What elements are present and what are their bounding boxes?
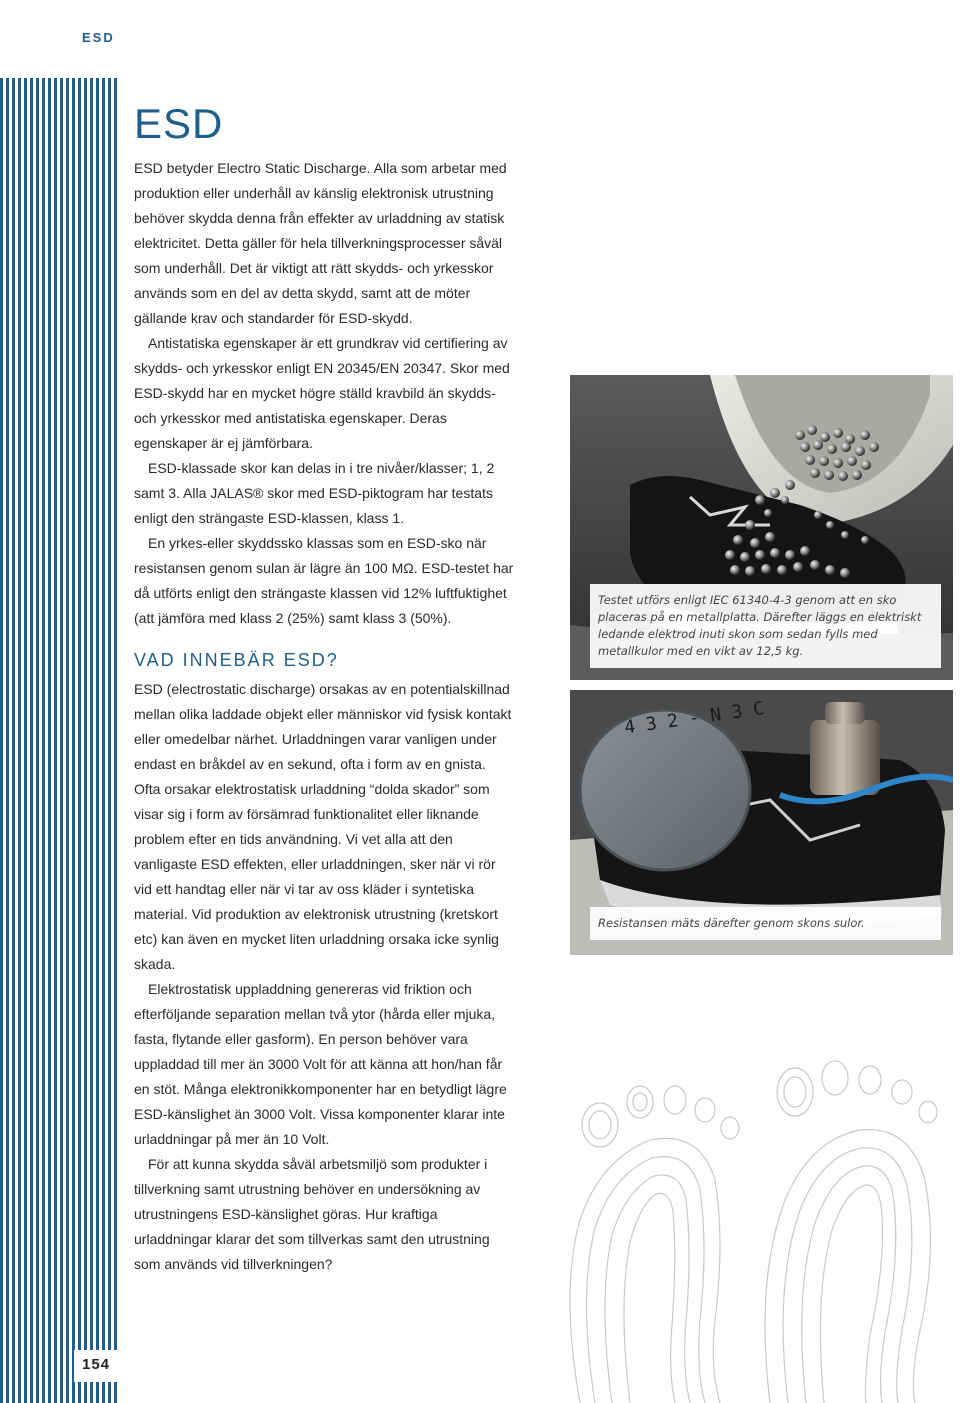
section-body (134, 677, 514, 1277)
intro-paragraph-4: En yrkes-eller skyddssko klassas som en ESD-sko när resistansen genom sulan är lägre än 100 MΩ. ESD-testet har då utförts enligt den strängaste klassen vid 12% luftfuktighet (att jämföra med klass 2 (25%) samt klass 3 (50%). (134, 535, 514, 626)
photo-caption-1: Testet utförs enligt IEC 61340-4-3 genom att en sko placeras på en metallplatta. Därefter läggs en elektriskt ledande elektrod inuti skon som sedan fylls med metallkulor med en vikt av 12,5 kg. (590, 584, 941, 668)
section-tag: ESD (82, 30, 115, 45)
feet-contour-illustration (540, 1030, 960, 1403)
section-paragraph-1: ESD (electrostatic discharge) orsakas av en potentialskillnad mellan olika laddade objekt eller människor vid fysisk kontakt eller omedelbar närhet. Urladdningen varar vanligen under endast en bråkdel av en sekund, ofta i form av en gnista. Ofta orsakar elektrostatisk urladdning “dolda skador” som visar sig i form av försämrad funktionalitet eller liknande problem efter en tids användning. Vi vet alla att den vanligaste ESD effekten, eller urladdningen, sker när vi rör vid ett handtag eller när vi tar av oss kläder i syntetiska material. Vid produktion av elektronisk utrustning (kretskort etc) kan även en mycket liten urladdning orsaka icke synlig skada. (134, 681, 512, 972)
page-title: ESD (134, 100, 224, 147)
intro-paragraph-3: ESD-klassade skor kan delas in i tre nivåer/klasser; 1, 2 samt 3. Alla JALAS® skor med ESD-piktogram har testats enligt den strängaste ESD-klassen, klass 1. (134, 460, 495, 526)
resistance-measurement-photo (570, 690, 953, 955)
section-paragraph-3: För att kunna skydda såväl arbetsmiljö som produkter i tillverkning samt utrustning behöver en undersökning av utrustningens ESD-känslighet göras. Hur kraftiga urladdningar klarar det som tillverkas samt den utrustning som används vid tillverkningen? (134, 1156, 490, 1272)
section-paragraph-2: Elektrostatisk uppladdning genereras vid friktion och efterföljande separation mellan två ytor (hårda eller mjuka, fasta, flytande eller gasform). En person behöver vara uppladdad till mer än 3000 Volt för att känna att hon/han får en stöt. Många elektronikkomponenter har en betydligt lägre ESD-känslighet än 3000 Volt. Vissa komponenter klarar inte urladdningar på mer än 10 Volt. (134, 981, 507, 1147)
intro-paragraph-1: ESD betyder Electro Static Discharge. Alla som arbetar med produktion eller underhåll av känslig elektronisk utrustning behöver skydda denna från effekter av urladdning av statisk elektricitet. Detta gäller för hela tillverkningsprocesser såväl som underhåll. Det är viktigt att rätt skydds- och yrkesskor används som en del av detta skydd, samt att de möter gällande krav och standarder för ESD-skydd. (134, 160, 507, 326)
electrode-label: 4 3 2 - N 3 C (623, 698, 766, 739)
page-number: 154 (82, 1356, 111, 1373)
header-band (0, 0, 960, 78)
photo-caption-2: Resistansen mäts därefter genom skons sulor. (590, 907, 941, 940)
decorative-stripes (0, 0, 120, 1403)
esd-test-photo (570, 375, 953, 680)
intro-text (134, 156, 514, 631)
intro-paragraph-2: Antistatiska egenskaper är ett grundkrav vid certifiering av skydds- och yrkesskor enligt EN 20345/EN 20347. Skor med ESD-skydd har en mycket högre ställd kravbild än skydds- och yrkesskor med antistatiska egenskaper. Deras egenskaper är ej jämförbara. (134, 335, 510, 451)
section-heading: VAD INNEBÄR ESD? (134, 650, 339, 670)
